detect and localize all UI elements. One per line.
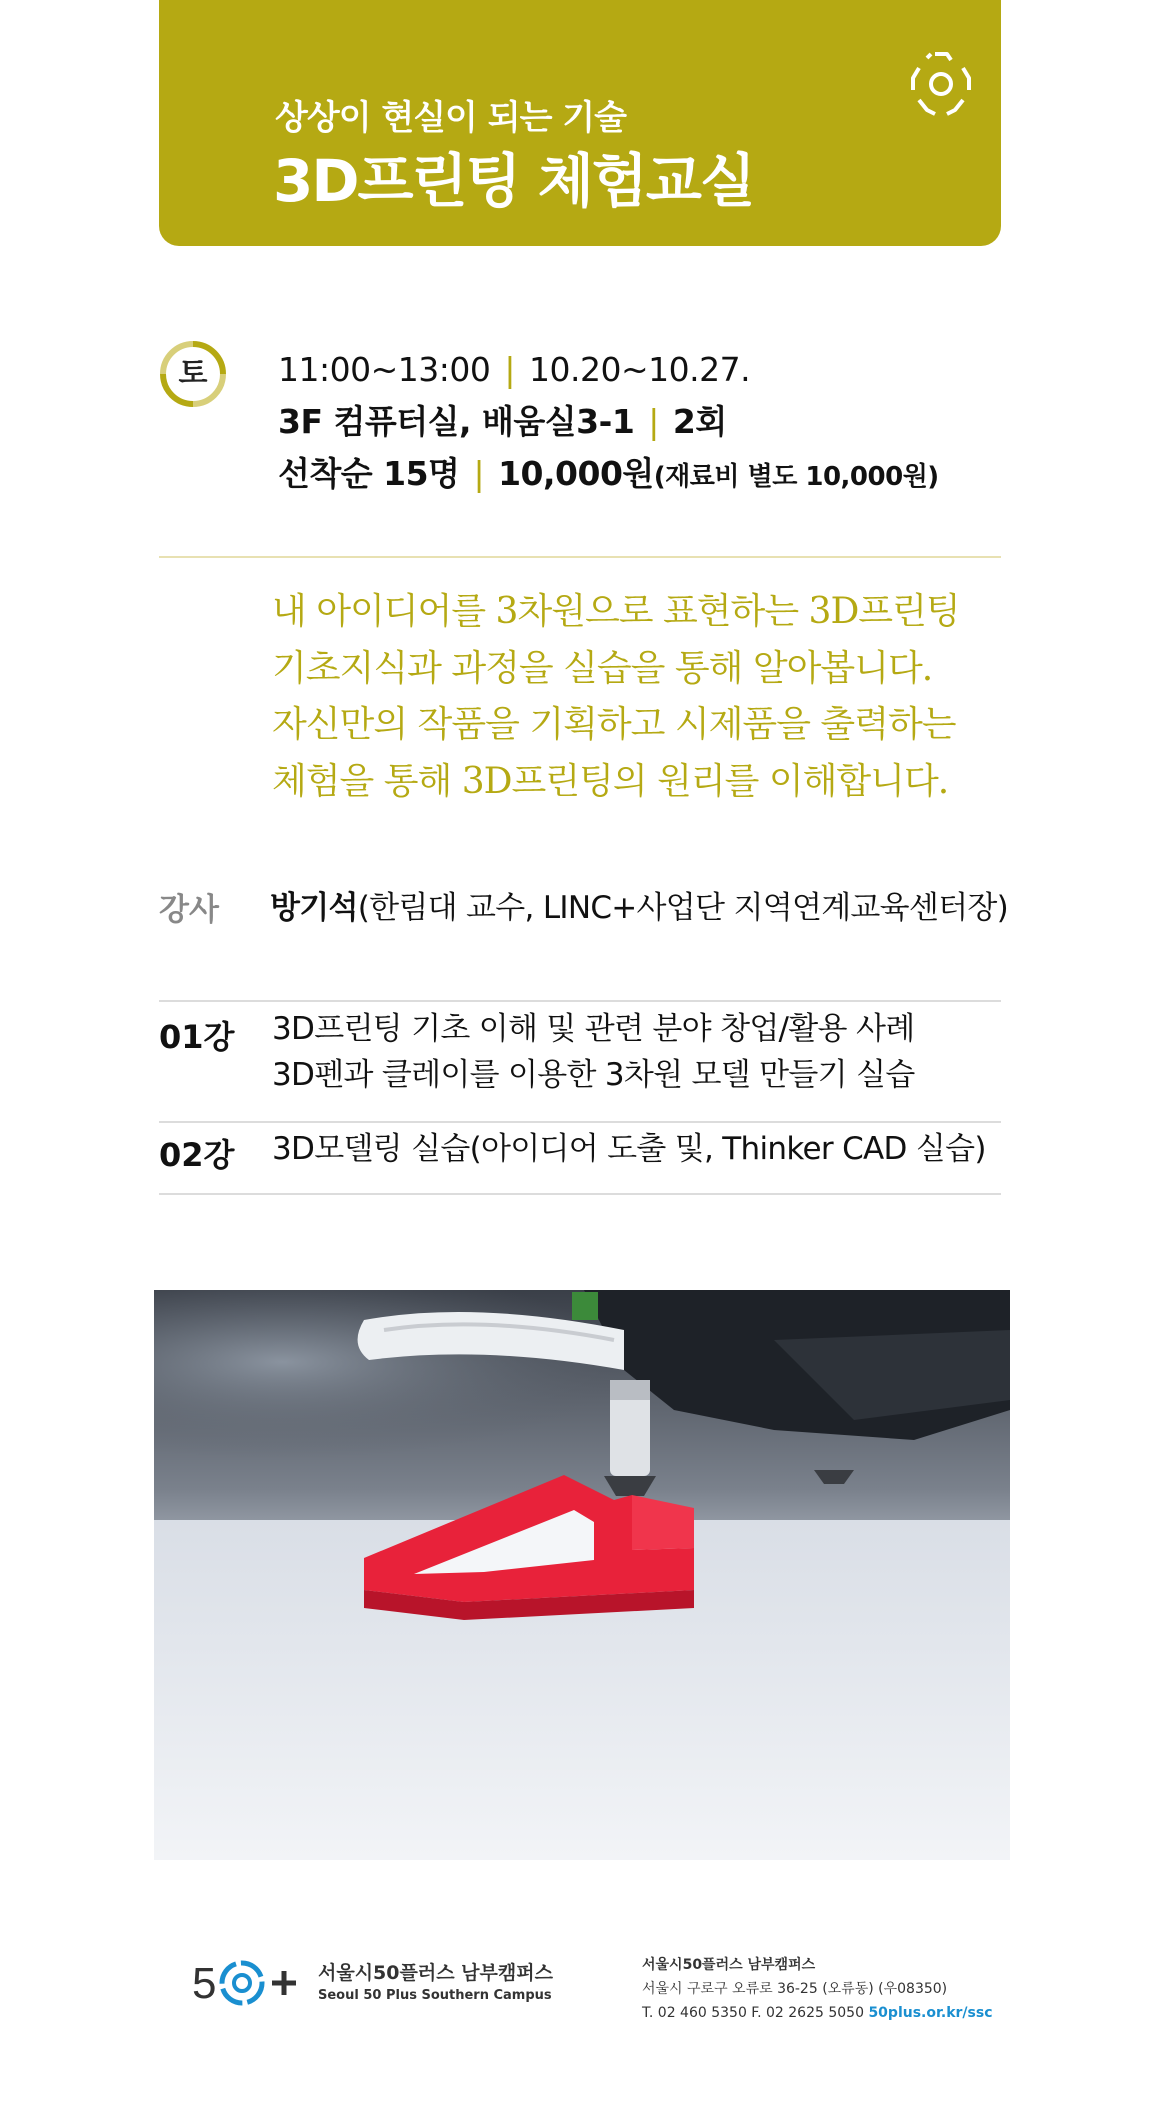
session-line: 3D프린팅 기초 이해 및 관련 분야 창업/활용 사례: [272, 1011, 915, 1047]
phone-fax: T. 02 460 5350 F. 02 2625 5050: [642, 2005, 864, 2021]
3d-printer-illustration: [154, 1290, 1010, 1860]
divider: [159, 1000, 1001, 1002]
lecturer-name: 방기석: [270, 890, 358, 926]
class-capacity: 선착순 15명: [278, 454, 460, 493]
class-info: [278, 344, 939, 500]
header-banner: [159, 0, 1001, 246]
page-title: 3D프린팅 체험교실: [273, 147, 754, 215]
session-content: [272, 1006, 915, 1098]
separator: |: [648, 402, 659, 441]
class-location: 3F 컴퓨터실, 배움실3-1: [278, 402, 635, 441]
lecturer-info: [270, 882, 1008, 927]
session-number: 01강: [159, 1018, 235, 1056]
session-line: 3D펜과 클레이를 이용한 3차원 모델 만들기 실습: [272, 1057, 915, 1093]
3d-printer-photo: [154, 1290, 1010, 1860]
session-line: 3D모델링 실습(아이디어 도출 및, Thinker CAD 실습): [272, 1131, 986, 1167]
separator: |: [504, 350, 515, 389]
website-link[interactable]: 50plus.or.kr/ssc: [868, 2005, 993, 2021]
description-line: 기초지식과 과정을 실습을 통해 알아봅니다.: [272, 647, 933, 689]
org-name: 서울시50플러스 남부캠퍼스: [642, 1957, 816, 1973]
divider: [159, 1193, 1001, 1195]
contact-info: [642, 1953, 993, 2025]
class-time: 11:00~13:00: [278, 350, 491, 389]
session-number: 02강: [159, 1136, 235, 1174]
day-badge: [159, 340, 227, 408]
logo-mark-icon: [190, 1950, 310, 2020]
lecturer-affiliation: (한림대 교수, LINC+사업단 지역연계교육센터장): [357, 890, 1009, 926]
divider: [159, 1121, 1001, 1123]
header-subtitle: 상상이 현실이 되는 기술: [275, 98, 626, 138]
gear-outline-icon: [905, 48, 977, 120]
description-line: 내 아이디어를 3차원으로 표현하는 3D프린팅: [272, 591, 960, 632]
campus-name-korean: 서울시50플러스 남부캠퍼스: [318, 1962, 553, 1984]
svg-text:5: 5: [192, 1959, 217, 2008]
separator: |: [473, 454, 485, 493]
class-fee-note: (재료비 별도 10,000원): [653, 462, 939, 492]
class-description: [272, 584, 1012, 810]
divider: [159, 556, 1001, 558]
class-dates: 10.20~10.27.: [528, 350, 751, 389]
address: 서울시 구로구 오류로 36-25 (오류동) (우08350): [642, 1981, 948, 1997]
description-line: 자신만의 작품을 기획하고 시제품을 출력하는: [272, 704, 956, 745]
description-line: 체험을 통해 3D프린팅의 원리를 이해합니다.: [272, 760, 949, 802]
session-content: [272, 1126, 986, 1172]
class-sessions: 2회: [672, 402, 727, 441]
campus-name-english: Seoul 50 Plus Southern Campus: [318, 1988, 552, 2003]
lecturer-label: 강사: [159, 892, 219, 928]
class-fee: 10,000원: [498, 454, 654, 493]
day-label: 토: [178, 356, 208, 391]
50plus-logo: [190, 1950, 310, 2020]
